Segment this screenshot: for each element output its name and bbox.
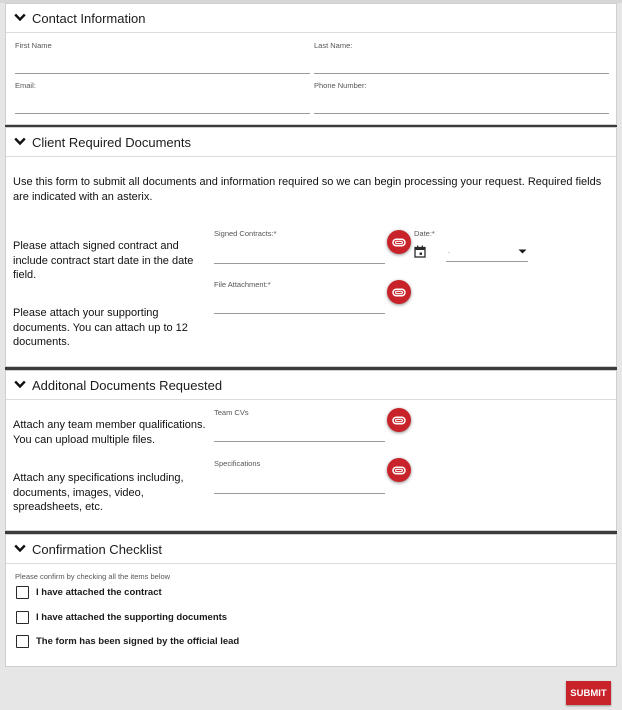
client-required-documents-header[interactable] (6, 128, 616, 157)
specifications-field[interactable] (214, 493, 385, 494)
section-title: Confirmation Checklist (32, 542, 163, 557)
last-name-label: Last Name: (314, 41, 353, 50)
phone-number-field[interactable] (314, 113, 609, 114)
chevron-down-icon[interactable] (14, 380, 26, 389)
team-cvs-field[interactable] (214, 441, 385, 442)
team-cvs-label: Team CVs (214, 408, 249, 417)
signed-contracts-label: Signed Contracts:* (214, 229, 277, 238)
signed-contracts-field[interactable] (214, 263, 385, 264)
submit-button[interactable]: SUBMIT (566, 681, 611, 705)
specifications-label: Specifications (214, 459, 261, 468)
paperclip-icon (392, 238, 406, 247)
checklist-instructions: Please confirm by checking all the items below (15, 572, 171, 581)
chevron-down-icon[interactable] (14, 13, 26, 22)
chevron-down-icon[interactable] (14, 544, 26, 553)
checklist-checkbox-contract[interactable] (16, 586, 29, 599)
checklist-label-contract[interactable]: I have attached the contract (36, 587, 162, 598)
additional-documents-header[interactable] (6, 371, 616, 400)
date-label: Date:* (414, 229, 435, 238)
section-title: Contact Information (32, 11, 146, 26)
attach-specifications-button[interactable] (387, 458, 411, 482)
attach-team-cvs-button[interactable] (387, 408, 411, 432)
email-label: Email: (15, 81, 36, 90)
intro-text: Use this form to submit all documents and information required so we can begin processing your request. Required fields are indicated with an asterix. (13, 176, 602, 203)
caret-down-icon[interactable] (518, 249, 527, 254)
chevron-down-icon[interactable] (14, 137, 26, 146)
confirmation-checklist-header[interactable] (6, 535, 616, 564)
contact-information-panel (5, 3, 617, 125)
date-field[interactable] (446, 261, 528, 262)
confirmation-checklist-panel (5, 534, 617, 667)
contract-instructions: Please attach signed contract and include contract start date in the date field. (13, 240, 194, 281)
file-attachment-field[interactable] (214, 313, 385, 314)
paperclip-icon (392, 416, 406, 425)
team-instructions: Attach any team member qualifications. You can upload multiple files. (13, 419, 206, 446)
checklist-checkbox-supporting-documents[interactable] (16, 611, 29, 624)
date-value[interactable]: . (448, 246, 451, 255)
checklist-label-supporting-documents[interactable]: I have attached the supporting documents (36, 612, 228, 623)
checklist-checkbox-signed[interactable] (16, 635, 29, 648)
additional-documents-panel (5, 370, 617, 531)
contact-information-header[interactable] (6, 4, 616, 33)
attach-signed-contracts-button[interactable] (387, 230, 411, 254)
first-name-label: First Name (15, 41, 52, 50)
supporting-instructions: Please attach your supporting documents. You can attach up to 12 documents. (13, 307, 188, 348)
email-field[interactable] (15, 113, 310, 114)
attach-file-button[interactable] (387, 280, 411, 304)
client-required-documents-panel (5, 127, 617, 367)
file-attachment-label: File Attachment:* (214, 280, 271, 289)
paperclip-icon (392, 466, 406, 475)
section-title: Additonal Documents Requested (32, 378, 223, 393)
paperclip-icon (392, 288, 406, 297)
checklist-label-signed[interactable]: The form has been signed by the official lead (36, 636, 240, 647)
last-name-field[interactable] (314, 73, 609, 74)
first-name-field[interactable] (15, 73, 310, 74)
spec-instructions: Attach any specifications including, documents, images, video, spreadsheets, etc. (13, 472, 184, 513)
section-title: Client Required Documents (32, 135, 191, 150)
phone-number-label: Phone Number: (314, 81, 367, 90)
calendar-icon[interactable] (414, 245, 426, 258)
